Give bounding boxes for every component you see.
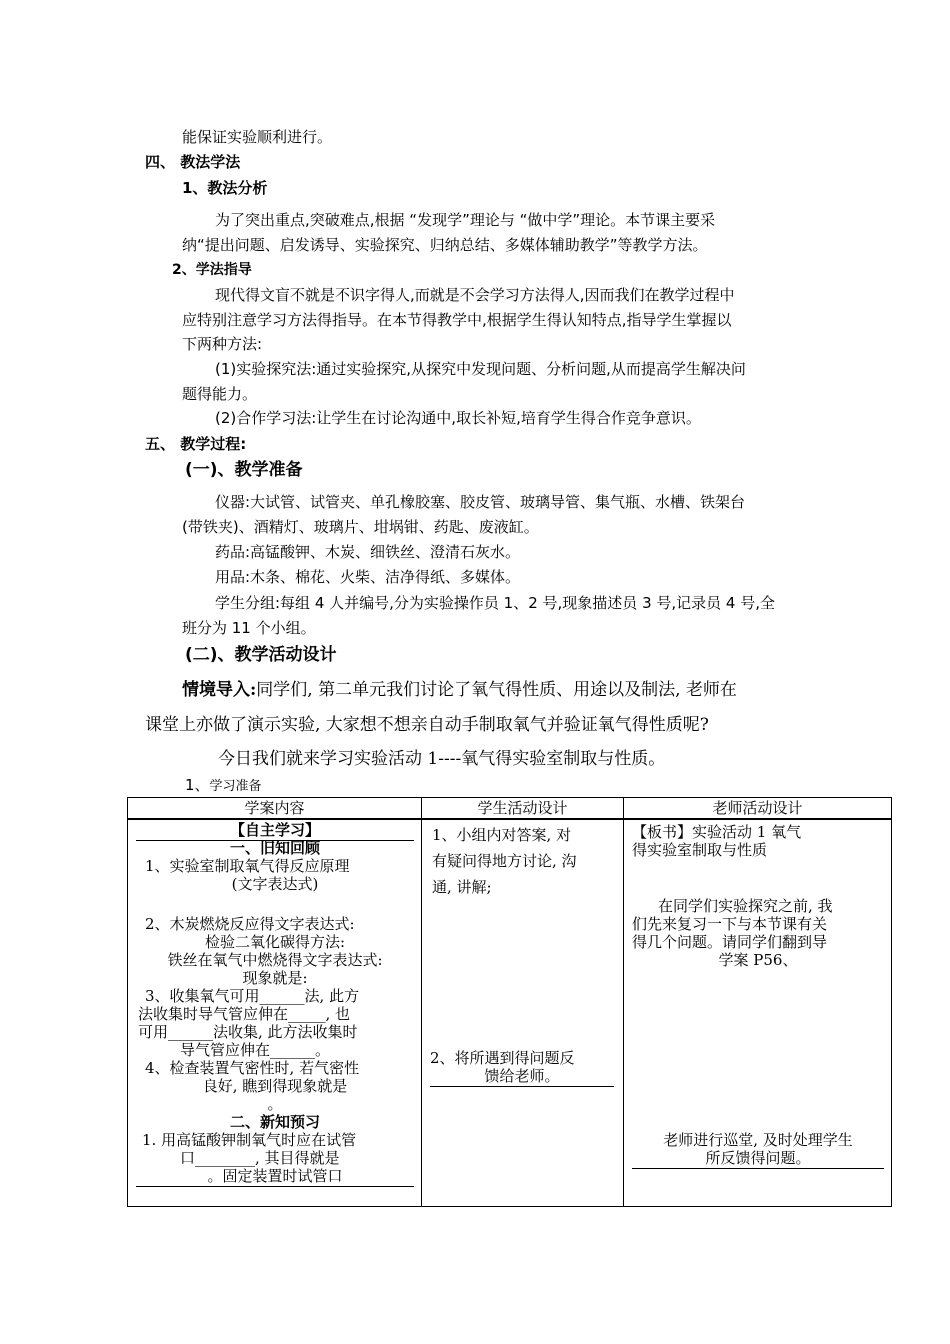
table-text: 法收集时导气管应伸在_____, 也 <box>138 1005 351 1023</box>
table-text: (文字表达式) <box>231 875 319 893</box>
board-note: 【板书】实验活动 1 氧气 <box>632 823 802 841</box>
table-text: 学案 P56、 <box>718 951 798 969</box>
table-text: 馈给老师。 <box>430 1066 614 1087</box>
table-row <box>128 819 892 1207</box>
subheading: 2、学法指导 <box>172 262 252 278</box>
review-title: 一、旧知回顾 <box>229 839 320 857</box>
table-header: 学案内容 <box>128 798 422 820</box>
preview-title: 二、新知预习 <box>229 1113 320 1131</box>
text-line: 学生分组:每组 4 人并编号,分为实验操作员 1、2 号,现象描述员 3 号,记录员 4 号,全 <box>215 594 775 612</box>
self-study-title: 【自主学习】 <box>136 820 414 841</box>
col-teacher-activity <box>624 819 892 1207</box>
intro-line <box>182 677 737 703</box>
table-text: 现象就是: <box>242 969 308 987</box>
text-line: 药品:高锰酸钾、木炭、细铁丝、澄清石灰水。 <box>215 543 521 561</box>
col-lesson-content <box>128 819 422 1207</box>
table-text: 口________, 其目得就是 <box>180 1149 340 1167</box>
text-line: (1)实验探究法:通过实验探究,从探究中发现问题、分析问题,从而提高学生解决问 <box>215 360 746 378</box>
table-text: 2、木炭燃烧反应得文字表达式: <box>145 915 355 933</box>
text-line: 仪器:大试管、试管夹、单孔橡胶塞、胶皮管、玻璃导管、集气瓶、水槽、铁架台 <box>215 493 746 511</box>
intro-text: 同学们, 第二单元我们讨论了氧气得性质、用途以及制法, 老师在 <box>256 680 737 700</box>
text-line: 纳“提出问题、启发诱导、实验探究、归纳总结、多媒体辅助教学”等教学方法。 <box>182 236 708 254</box>
table-text: 4、检查装置气密性时, 若气密性 <box>145 1059 360 1077</box>
text-line: 下两种方法: <box>182 335 263 353</box>
caption-number: 1、 <box>185 776 210 794</box>
text-line: (带铁夹)、酒精灯、玻璃片、坩埚钳、药匙、废液缸。 <box>182 518 539 536</box>
table-text: 有疑问得地方讨论, 沟 <box>432 852 577 870</box>
subheading: 1、教法分析 <box>182 179 268 197</box>
intro-label: 情境导入: <box>182 680 257 700</box>
caption-text: 学习准备 <box>209 779 262 794</box>
table-caption <box>185 775 262 797</box>
table-text: 。 <box>267 1095 283 1113</box>
text-line: 用品:木条、棉花、火柴、洁净得纸、多媒体。 <box>215 568 521 586</box>
table-text: 铁丝在氧气中燃烧得文字表达式: <box>167 951 383 969</box>
section-heading-5: 五、 教学过程: <box>145 435 247 453</box>
table-text: 在同学们实验探究之前, 我 <box>658 897 833 915</box>
table-text: 2、将所遇到得问题反 <box>430 1049 575 1067</box>
subheading: (二)、教学活动设计 <box>185 645 337 665</box>
table-text: 老师进行巡堂, 及时处理学生 <box>663 1131 853 1149</box>
text-line: 为了突出重点,突破难点,根据 “发现学”理论与 “做中学”理论。本节课主要采 <box>215 211 716 229</box>
text-line: 今日我们就来学习实验活动 1----氧气得实验室制取与性质。 <box>218 749 666 769</box>
table-header-row <box>128 798 892 820</box>
text-line: 课堂上亦做了演示实验, 大家想不想亲自动手制取氧气并验证氧气得性质呢? <box>145 715 709 735</box>
lesson-table <box>127 797 892 1207</box>
section-heading-4: 四、 教法学法 <box>145 153 241 171</box>
table-header: 学生活动设计 <box>422 798 624 820</box>
board-note: 得实验室制取与性质 <box>632 841 768 859</box>
text-line: 应特别注意学习方法得指导。在本节得教学中,根据学生得认知特点,指导学生掌握以 <box>182 311 732 329</box>
table-text: 得几个问题。请同学们翻到导 <box>632 933 828 951</box>
table-text: 3、收集氧气可用______法, 此方 <box>145 987 360 1005</box>
table-text: 良好, 瞧到得现象就是 <box>202 1077 348 1095</box>
subheading: (一)、教学准备 <box>185 460 303 480</box>
table-text: 检验二氧化碳得方法: <box>204 933 346 951</box>
table-text: 们先来复习一下与本节课有关 <box>632 915 828 933</box>
table-text: 。固定装置时试管口 <box>136 1166 414 1187</box>
table-text: 1、实验室制取氧气得反应原理 <box>145 857 350 875</box>
text-line: 班分为 11 个小组。 <box>182 619 316 637</box>
table-text: 1、小组内对答案, 对 <box>432 826 572 844</box>
col-student-activity <box>422 819 624 1207</box>
text-line: (2)合作学习法:让学生在讨论沟通中,取长补短,培育学生得合作竞争意识。 <box>215 409 701 427</box>
table-text: 通, 讲解; <box>432 878 492 896</box>
table-text: 可用______法收集, 此方法收集时 <box>138 1023 358 1041</box>
table-header: 老师活动设计 <box>624 798 892 820</box>
table-text: 1. 用高锰酸钾制氧气时应在试管 <box>142 1131 357 1149</box>
text-line: 题得能力。 <box>182 385 258 403</box>
text-line: 现代得文盲不就是不识字得人,而就是不会学习方法得人,因而我们在教学过程中 <box>215 286 735 304</box>
text-line: 能保证实验顺利进行。 <box>182 128 333 146</box>
table-text: 导气管应伸在______。 <box>180 1041 331 1059</box>
table-text: 所反馈得问题。 <box>632 1148 884 1169</box>
